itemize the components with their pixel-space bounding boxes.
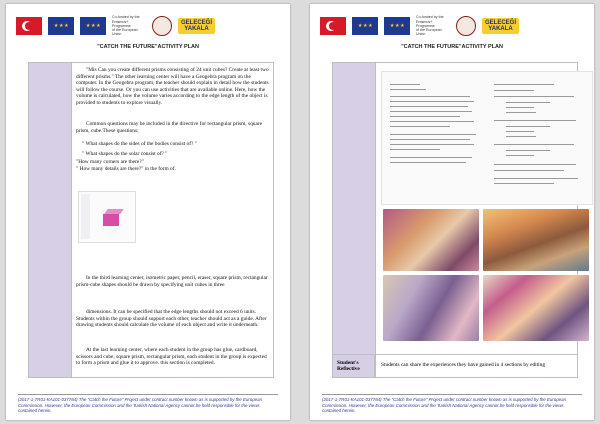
school-seal-icon bbox=[152, 16, 172, 36]
eu-flag-icon: ★ ★ ★ bbox=[352, 17, 378, 35]
cofunded-text: Co-funded by the Erasmus+ Programme of the European Union bbox=[416, 15, 444, 37]
reflective-text: Students can share the experiences they have gained in 4 sections by editing bbox=[381, 362, 546, 368]
table-content-cell bbox=[72, 63, 273, 377]
paragraph-3: In the third learning center, isometric paper, pencil, eraser, square prism, rectangular prism-cube shapes should be drawn by specifying unit cubes in three bbox=[76, 275, 268, 288]
document-page-left bbox=[6, 4, 290, 420]
geogebra-cube-figure bbox=[78, 191, 136, 243]
eu-disclaimer-footer: (2017-1-TR01-KA101-037784) The "Catch the Future" Project under contract number known as is supported by the European Commission. However, the European Commission and the Turkish National Agency cannot be held responsible for the views contained herein. bbox=[18, 394, 278, 414]
question-2: " What shapes do the solar consist of? " bbox=[82, 151, 168, 157]
school-seal-icon bbox=[456, 16, 476, 36]
classroom-photo-2 bbox=[483, 209, 589, 271]
table-label-column bbox=[333, 63, 376, 377]
activity-table bbox=[332, 62, 578, 378]
plan-title: "CATCH THE FUTURE"ACTIVITY PLAN bbox=[401, 44, 503, 50]
reflective-label: Student's Reflective bbox=[333, 355, 375, 377]
classroom-photo-1 bbox=[383, 209, 479, 271]
classroom-photo-4 bbox=[483, 275, 589, 341]
question-3: "How many corners are there?" bbox=[76, 159, 144, 165]
erasmus-flag-icon: ★ ★ ★ bbox=[384, 17, 410, 35]
eu-flag-icon: ★ ★ ★ bbox=[48, 17, 74, 35]
cube-prism-icon bbox=[103, 214, 119, 226]
header-logos bbox=[320, 14, 584, 38]
classroom-photo-3 bbox=[383, 275, 479, 341]
project-logo: GELECEĞİ YAKALA bbox=[482, 18, 519, 34]
cofunded-text: Co-funded by the Erasmus+ Programme of the European Union bbox=[112, 15, 140, 37]
document-page-right bbox=[310, 4, 594, 420]
erasmus-flag-icon: ★ ★ ★ bbox=[80, 17, 106, 35]
worksheet-scan-image bbox=[381, 71, 593, 205]
header-logos bbox=[16, 14, 280, 38]
geogebra-toolbar-icon bbox=[81, 194, 90, 239]
paragraph-2: Common questions may be included in the directive for rectangular prism, square prism, cube.These questions; bbox=[76, 121, 263, 134]
paragraph-5: At the last learning center, where each student in the group has glue, cardboard, scissors and cube, square prism, rectangular prism, each student in the group is expected to form a prism and glue it to approve. this section is completed. bbox=[76, 347, 267, 366]
plan-title: "CATCH THE FUTURE"ACTIVITY PLAN bbox=[97, 44, 199, 50]
eu-disclaimer-footer: (2017-1-TR01-KA101-037784) The "Catch the Future" Project under contract number known as is supported by the European Commission. However, the European Commission and the Turkish National Agency cannot be held responsible for the views contained herein. bbox=[322, 394, 582, 414]
turkey-flag-icon bbox=[16, 17, 42, 35]
turkey-flag-icon bbox=[320, 17, 346, 35]
paragraph-4: dimensions. It can be specified that the edge lengths should not exceed 6 units. Students within the group should support each other, teacher should act as a guide. After drawing students should calculate the volume of each object and write it underneath. bbox=[76, 309, 267, 328]
question-1: " What shapes do the sides of the bodies consist of? " bbox=[82, 141, 197, 147]
activity-table bbox=[28, 62, 274, 378]
reflective-row bbox=[333, 354, 577, 377]
question-4: " How many details are there?" in the form of. bbox=[76, 166, 176, 172]
project-logo: GELECEĞİ YAKALA bbox=[178, 18, 215, 34]
table-label-column bbox=[29, 63, 72, 377]
paragraph-1: "Mis Can you create different prisms consisting of 24 unit cubes? Create at least two different prisms." The other learning center will have a Geogebra program on the computer. In the Geogebra program, the teacher should explain in detail how the students will follow the course. Or you can use activities that are available online. Here, how the volume is calculated, how the volume varies according to the edge length of the object is provided to students to explore visually. bbox=[76, 67, 269, 106]
